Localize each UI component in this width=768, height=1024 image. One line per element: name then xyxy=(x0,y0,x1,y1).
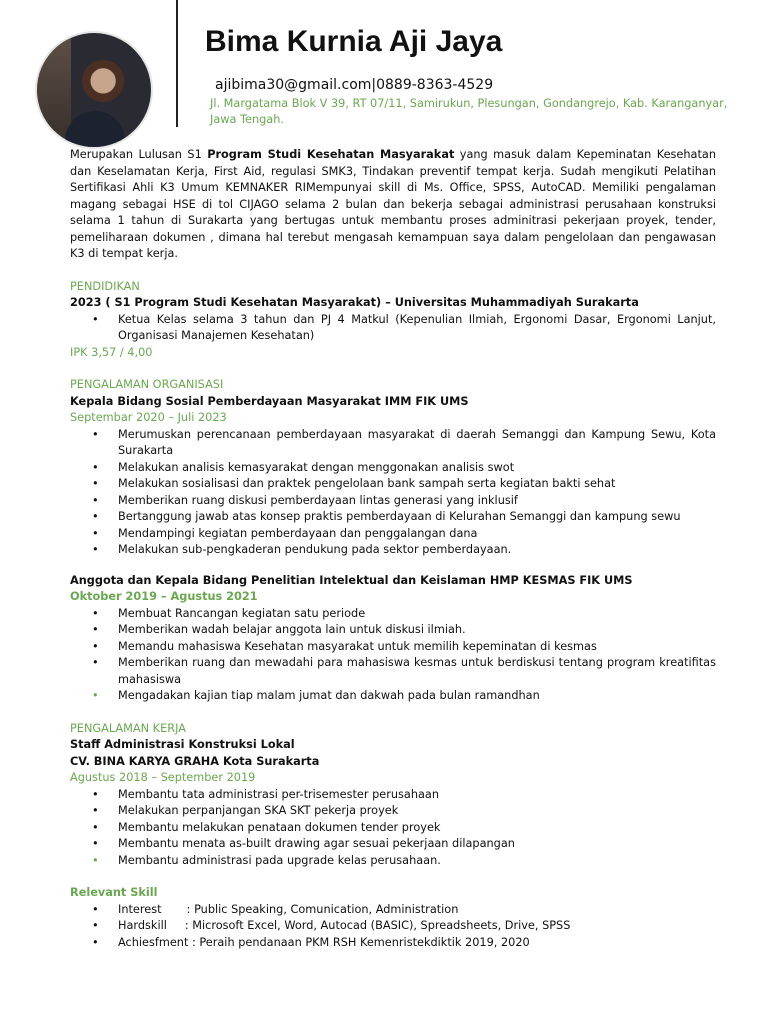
work-heading: PENGALAMAN KERJA xyxy=(70,721,186,735)
list-item: • Membuat Rancangan kegiatan satu periode xyxy=(70,606,716,623)
bullet-icon: • xyxy=(92,543,99,556)
org-role-1-title: Kepala Bidang Sosial Pemberdayaan Masyarakat IMM FIK UMS xyxy=(70,394,469,408)
list-item: • Achiesfment : Peraih pendanaan PKM RSH Kemenristekdiktik 2019, 2020 xyxy=(70,935,716,952)
resume-body xyxy=(70,147,716,951)
list-item: • Memberikan ruang dan mewadahi para mahasiswa kesmas untuk berdiskusi tentang program kreatifitas mahasiswa xyxy=(92,656,716,686)
bullet-icon: • xyxy=(92,919,99,932)
list-item: • Membantu melakukan penataan dokumen tender proyek xyxy=(70,820,716,837)
bullet-icon: • xyxy=(92,656,99,669)
bullet-icon: • xyxy=(92,312,99,326)
summary-intro: Merupakan Lulusan S1 xyxy=(70,148,208,161)
org-role-1-list xyxy=(70,427,716,559)
skills-heading: Relevant Skill xyxy=(70,886,158,899)
work-company: CV. BINA KARYA GRAHA Kota Surakarta xyxy=(70,754,320,768)
bullet-icon: • xyxy=(92,935,99,949)
profile-photo xyxy=(37,33,151,147)
work-list xyxy=(70,787,716,870)
list-item: • Interest : Public Speaking, Comunication, Administration xyxy=(70,902,716,919)
education-heading: PENDIDIKAN xyxy=(70,279,140,293)
bullet-icon: • xyxy=(92,477,99,490)
address: Jl. Margatama Blok V 39, RT 07/11, Samirukun, Plesungan, Gondangrejo, Kab. Karanganyar, Jawa Tengah. xyxy=(210,97,728,126)
education-ipk: IPK 3,57 / 4,00 xyxy=(70,345,153,359)
list-item: • Membantu menata as-built drawing agar sesuai pekerjaan dilapangan xyxy=(70,836,716,853)
skills-list xyxy=(70,902,716,952)
bullet-icon: • xyxy=(92,460,99,474)
list-item: • Membantu tata administrasi per-trisemester perusahaan xyxy=(70,787,716,804)
bullet-icon: • xyxy=(92,427,99,441)
bullet-icon: • xyxy=(92,853,99,867)
header-divider xyxy=(176,0,178,127)
org-role-2-list xyxy=(70,606,716,705)
education-degree: 2023 ( S1 Program Studi Kesehatan Masyarakat) – Universitas Muhammadiyah Surakarta xyxy=(70,296,639,309)
list-item: • Membantu administrasi pada upgrade kelas perusahaan. xyxy=(70,853,716,870)
education-list xyxy=(70,312,716,345)
list-item: • Merumuskan perencanaan pemberdayaan masyarakat di daerah Semanggi dan Kampung Sewu, Kota Surakarta xyxy=(92,427,716,457)
list-item: • Memberikan wadah belajar anggota lain untuk diskusi ilmiah. xyxy=(70,622,716,639)
org-role-2-title: Anggota dan Kepala Bidang Penelitian Intelektual dan Keislaman HMP KESMAS FIK UMS xyxy=(70,573,633,587)
org-role-1-period: Septembar 2020 – Juli 2023 xyxy=(70,411,227,424)
list-item: • Mendampingi kegiatan pemberdayaan dan penggalangan dana xyxy=(70,526,716,543)
list-item: • Memandu mahasiswa Kesehatan masyarakat untuk memilih kepeminatan di kesmas xyxy=(70,639,716,656)
bullet-icon: • xyxy=(92,837,99,850)
list-item: • Bertanggung jawab atas konsep praktis pemberdayaan di Kelurahan Semanggi dan kampung sewu xyxy=(70,509,716,526)
list-item: • Memberikan ruang diskusi pemberdayaan lintas generasi yang inklusif xyxy=(70,493,716,510)
bullet-icon: • xyxy=(92,787,99,801)
bullet-icon: • xyxy=(92,606,99,620)
bullet-icon: • xyxy=(92,902,99,916)
list-item: • Melakukan sosialisasi dan praktek pengelolaan bank sampah serta kegiatan bakti sehat xyxy=(70,476,716,493)
list-item: • Melakukan sub-pengkaderan pendukung pada sektor pemberdayaan. xyxy=(70,542,716,559)
candidate-name: Bima Kurnia Aji Jaya xyxy=(205,25,503,58)
bullet-icon: • xyxy=(92,526,99,540)
list-item: • Ketua Kelas selama 3 tahun dan PJ 4 Matkul (Kepenulian Ilmiah, Ergonomi Dasar, Ergonomi Lanjut, Organisasi Manajemen Kesehatan) xyxy=(92,312,716,342)
org-role-2-period: Oktober 2019 – Agustus 2021 xyxy=(70,590,258,603)
work-period: Agustus 2018 – September 2019 xyxy=(70,771,256,784)
list-item: • Melakukan analisis kemasyarakat dengan menggonakan analisis swot xyxy=(70,460,716,477)
bullet-icon: • xyxy=(92,510,99,523)
list-item: • Hardskill : Microsoft Excel, Word, Autocad (BASIC), Spreadsheets, Drive, SPSS xyxy=(70,918,716,935)
summary-program: Program Studi Kesehatan Masyarakat xyxy=(207,148,455,161)
bullet-icon: • xyxy=(92,623,99,636)
list-item: • Melakukan perpanjangan SKA SKT pekerja proyek xyxy=(70,803,716,820)
list-item: • Mengadakan kajian tiap malam jumat dan dakwah pada bulan ramandhan xyxy=(70,688,716,705)
summary-text: yang masuk dalam Kepeminatan Kesehatan dan Keselamatan Kerja, First Aid, regulasi SMK3, Tindakan preventif tempat kerja. Sudah mengikuti Pelatihan Sertifikasi Ahli K3 Umum KEMNAKER RIMempunyai skill di Ms. Office, SPSS, AutoCAD. Memiliki pengalaman magang sebagai HSE di tol CIJAGO selama 2 bulan dan bekerja sebagai administrasi perusahaan konstruksi selama 1 tahun di Surakarta yang bertugas untuk membantu proses adminitrasi pekerjaan proyek, tender, pemeliharaan dokumen , dimana hal terebut mengasah kemampuan saya dalam pengelolaan dan pengawasan K3 di tempat kerja. xyxy=(70,148,716,260)
bullet-icon: • xyxy=(92,689,99,702)
work-position: Staff Administrasi Konstruksi Lokal xyxy=(70,738,295,751)
bullet-icon: • xyxy=(92,804,99,817)
contact-info: ajibima30@gmail.com|0889-8363-4529 xyxy=(215,77,494,93)
summary xyxy=(70,147,716,263)
bullet-icon: • xyxy=(92,639,99,653)
bullet-icon: • xyxy=(92,820,99,834)
bullet-icon: • xyxy=(92,493,99,507)
organization-heading: PENGALAMAN ORGANISASI xyxy=(70,378,224,391)
